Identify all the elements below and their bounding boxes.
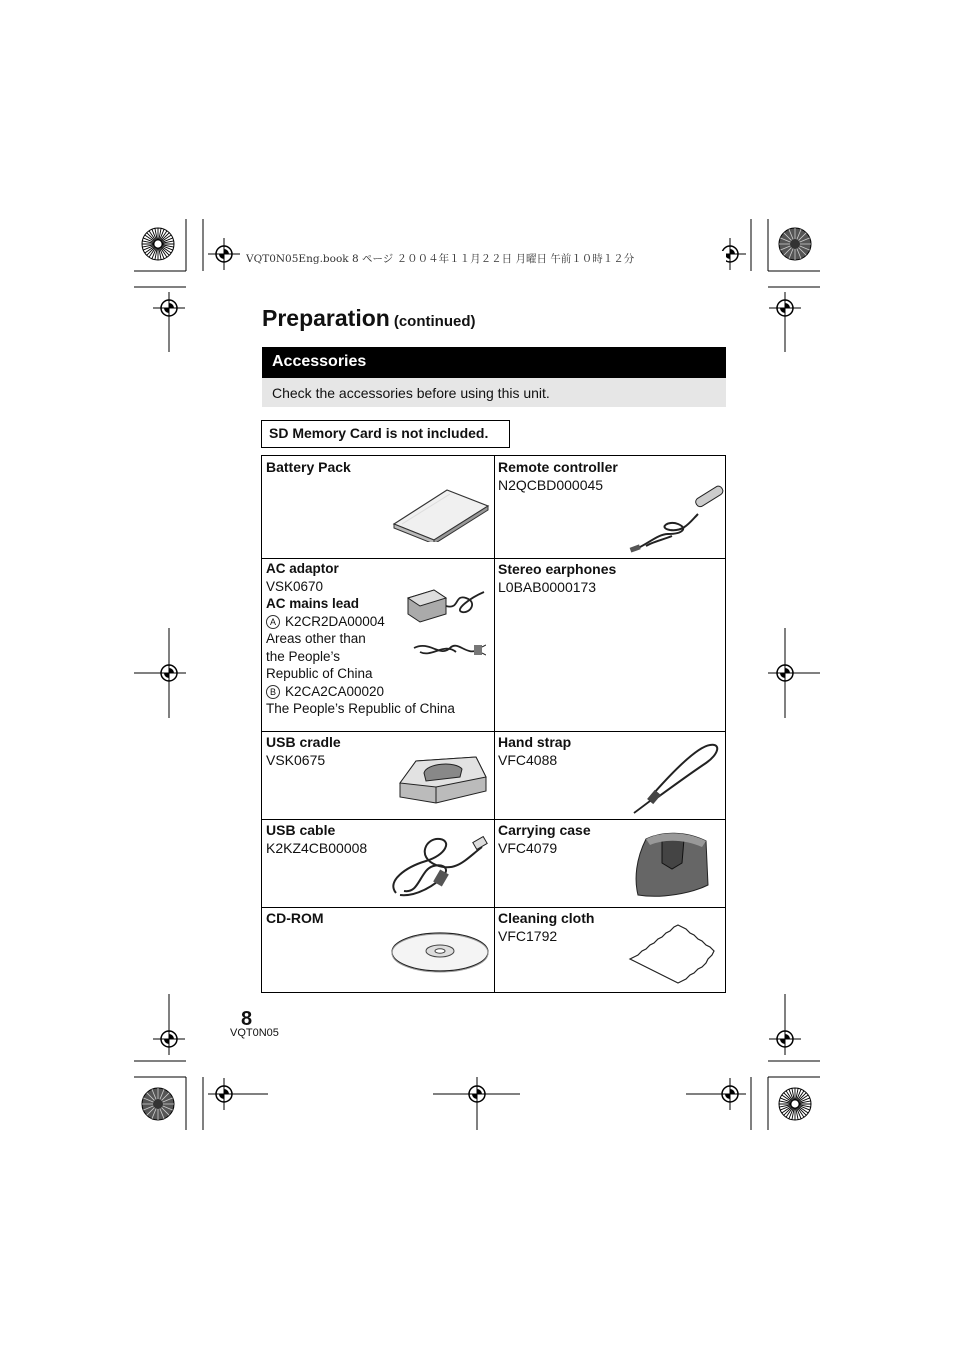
- accessory-name: AC adaptor: [266, 561, 339, 576]
- hand-strap-icon: [630, 741, 722, 815]
- lead-a-note: the People’s: [266, 648, 341, 664]
- page-title-continued: (continued): [393, 313, 476, 330]
- accessory-name: Stereo earphones: [498, 561, 617, 577]
- remote-controller-icon: [628, 484, 724, 556]
- accessory-name: CD-ROM: [266, 910, 324, 926]
- ac-mains-lead-b: [266, 683, 492, 701]
- sd-card-notice: SD Memory Card is not included.: [261, 420, 510, 448]
- accessory-code: VFC1792: [498, 928, 558, 944]
- accessory-name: USB cable: [266, 822, 336, 838]
- ac-mains-lead-icon: [410, 636, 486, 662]
- accessory-code: VSK0670: [266, 578, 324, 594]
- section-heading: Accessories: [262, 347, 726, 378]
- accessories-table: [261, 455, 726, 993]
- carrying-case-icon: [632, 829, 714, 901]
- table-divider: [262, 819, 725, 820]
- ac-mains-lead-name: AC mains lead: [266, 596, 360, 611]
- accessory-name: Carrying case: [498, 822, 591, 838]
- page-title: [262, 305, 475, 332]
- accessory-ac-adaptor: [266, 560, 492, 730]
- battery-pack-icon: [392, 486, 490, 542]
- accessory-stereo-earphones: [498, 560, 724, 730]
- marker-b: B: [266, 685, 280, 699]
- section-subtitle: Check the accessories before using this unit.: [262, 378, 726, 407]
- lead-a-note: Areas other than: [266, 631, 366, 646]
- accessory-remote-controller: [498, 458, 724, 558]
- table-divider: [262, 907, 725, 908]
- accessory-name: Cleaning cloth: [498, 910, 595, 926]
- accessory-name: Remote controller: [498, 459, 618, 475]
- document-code: VQT0N05: [230, 1027, 279, 1039]
- accessory-cd-rom: [266, 909, 492, 991]
- accessory-carrying-case: [498, 821, 724, 907]
- accessory-name: Battery Pack: [266, 459, 351, 475]
- cd-rom-icon: [390, 929, 490, 975]
- lead-a-code: K2CR2DA00004: [285, 613, 385, 629]
- accessory-code: VFC4088: [498, 752, 558, 768]
- accessory-name: Hand strap: [498, 734, 572, 750]
- accessory-code: K2KZ4CB00008: [266, 840, 368, 856]
- accessory-code: VFC4079: [498, 840, 558, 856]
- accessory-usb-cradle: [266, 733, 492, 819]
- accessory-code: L0BAB0000173: [498, 579, 597, 595]
- lead-b-code: K2CA2CA00020: [285, 683, 385, 699]
- accessory-hand-strap: [498, 733, 724, 819]
- accessory-usb-cable: [266, 821, 492, 907]
- usb-cradle-icon: [396, 747, 488, 807]
- lead-a-note: Republic of China: [266, 666, 373, 681]
- cleaning-cloth-icon: [626, 917, 718, 987]
- accessory-code: VSK0675: [266, 752, 326, 768]
- table-divider: [494, 456, 495, 992]
- lead-b-note: The People’s Republic of China: [266, 701, 455, 716]
- accessory-cleaning-cloth: [498, 909, 724, 991]
- page-number: 8: [241, 1008, 253, 1030]
- marker-a: A: [266, 615, 280, 629]
- ac-adaptor-icon: [404, 584, 488, 626]
- accessory-name: USB cradle: [266, 734, 341, 750]
- table-divider: [262, 558, 725, 559]
- page-title-main: Preparation: [262, 305, 390, 331]
- accessory-battery-pack: [266, 458, 492, 558]
- usb-cable-icon: [386, 831, 490, 901]
- accessory-code: N2QCBD000045: [498, 477, 604, 493]
- table-divider: [262, 731, 725, 732]
- book-file-header: VQT0N05Eng.book 8 ページ ２００４年１１月２２日 月曜日 午前１０時１２分: [246, 251, 726, 266]
